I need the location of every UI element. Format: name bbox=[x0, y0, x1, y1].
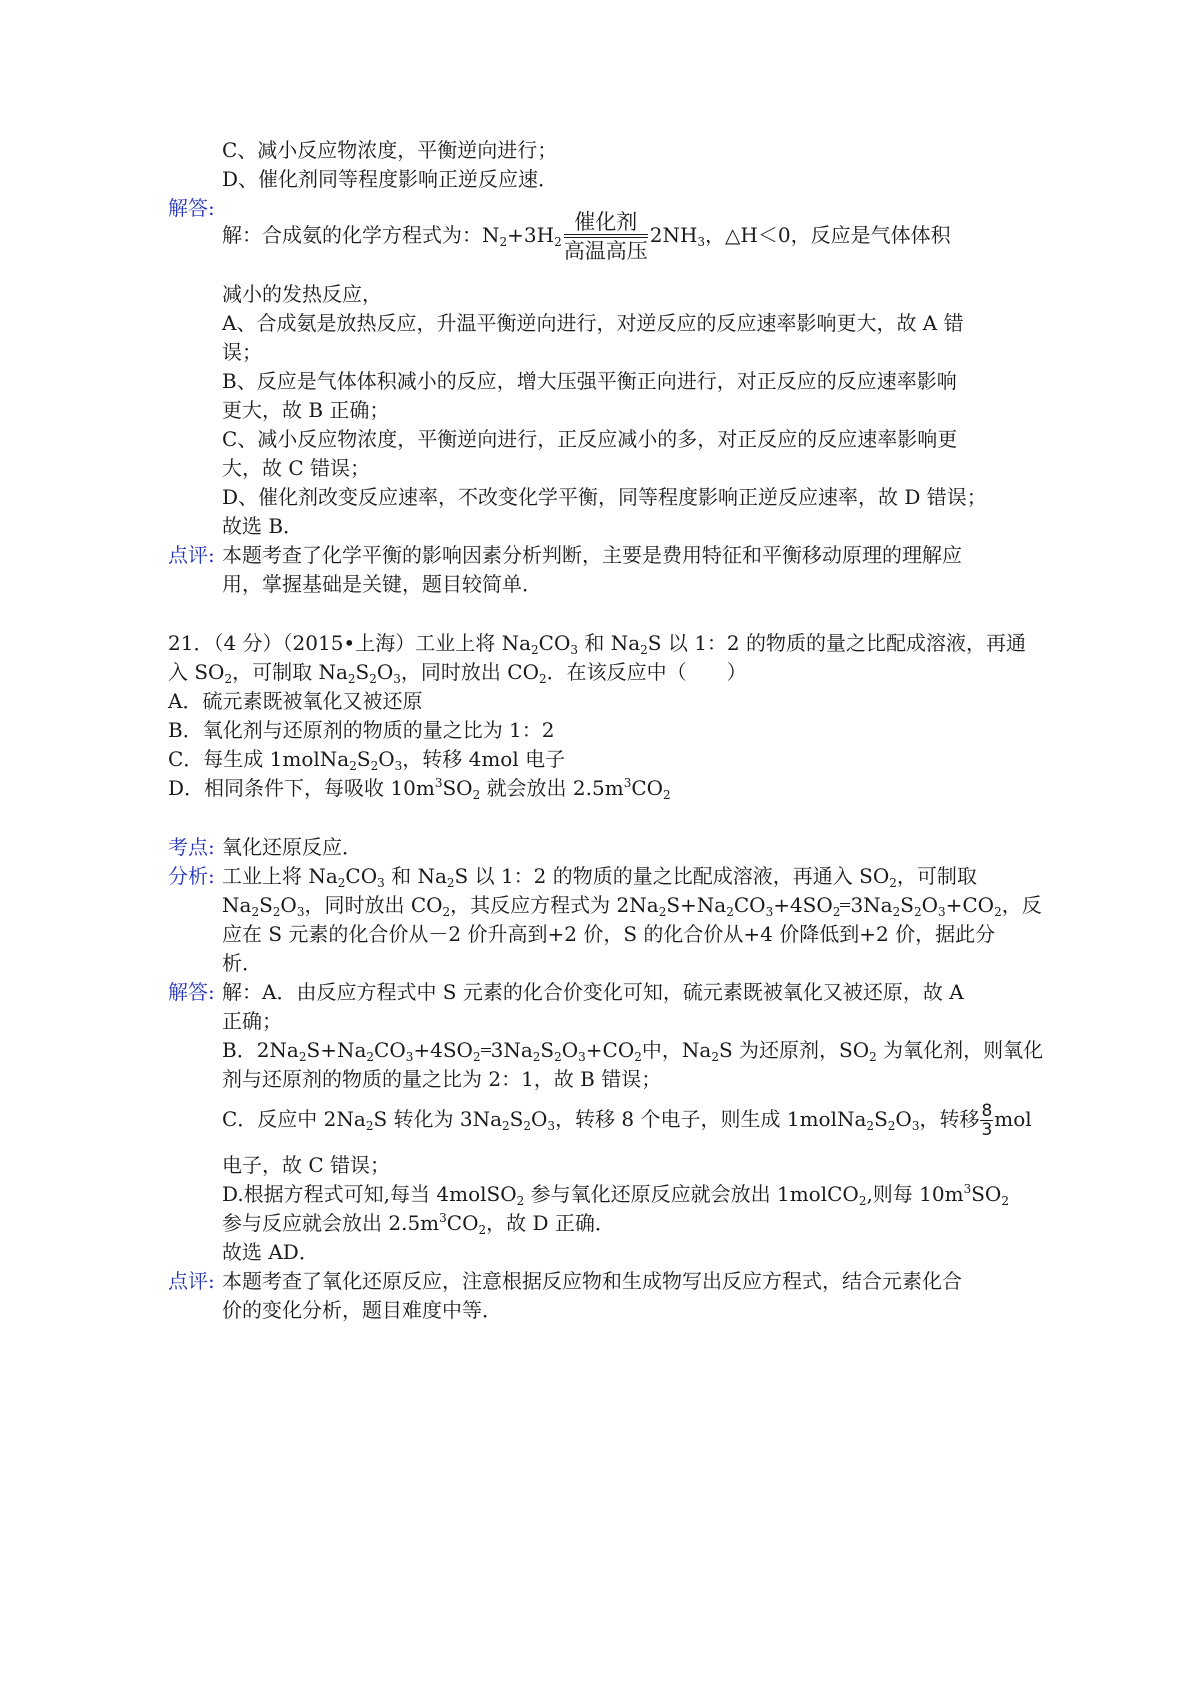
q21-answer-b1: B．$2Na_2S+Na_2CO_3+4SO_2$ $3Na_2S_2O_3+CO_2$中，$Na_2S$ 为还原剂，$SO_2$ 为氧化剂，则氧化 bbox=[222, 1038, 1044, 1064]
q20-comment-line2: 用，掌握基础是关键，题目较简单． bbox=[222, 572, 542, 596]
q20-choice: 故选 B． bbox=[222, 514, 304, 538]
q20-analysis-b2: 更大，故 B 正确； bbox=[222, 398, 390, 422]
q21-option-b: B．氧化剂与还原剂的物质的量之比为 1：2 bbox=[168, 718, 555, 742]
q20-analysis-a1: A、合成氨是放热反应，升温平衡逆向进行，对逆反应的反应速率影响更大，故 A 错 bbox=[222, 311, 964, 335]
q21-answer-b2: 剂与还原剂的物质的量之比为 2：1，故 B 错误； bbox=[222, 1067, 662, 1091]
q21-option-d: D．相同条件下，每吸收 $10m^3SO_2$ 就会放出 $2.5m^3CO_2$ bbox=[168, 776, 671, 802]
q21-comment-line1: 本题考查了氧化还原反应，注意根据反应物和生成物写出反应方程式，结合元素化合 bbox=[222, 1269, 962, 1293]
comment-label: 点评: bbox=[168, 543, 215, 567]
q21-option-c: C．每生成 $1molNa_2S_2O_3$，转移 4mol 电子 bbox=[168, 747, 566, 773]
q20-solution-equation-line: 解：合成氨的化学方程式为：$N_2+3H_2$ 催化剂 高温高压 $2NH_3$，△H＜0，反应是气体体积 bbox=[222, 209, 951, 263]
reaction-condition: 催化剂 高温高压 bbox=[563, 209, 648, 263]
q21-analysis-line4: 析． bbox=[222, 951, 262, 975]
answer-label-2: 解答: bbox=[168, 980, 215, 1004]
fraction-8-3: $\frac{8}{3}$ bbox=[981, 1101, 993, 1140]
q20-analysis-a2: 误； bbox=[222, 340, 262, 364]
q21-comment-line2: 价的变化分析，题目难度中等． bbox=[222, 1298, 502, 1322]
q20-solution-line2: 减小的发热反应， bbox=[222, 282, 382, 306]
q21-analysis-line3: 应在 S 元素的化合价从－2 价升高到+2 价，S 的化合价从+4 价降低到+2 价，据此分 bbox=[222, 922, 996, 946]
q21-choice: 故选 AD． bbox=[222, 1240, 319, 1264]
comment-label-2: 点评: bbox=[168, 1269, 215, 1293]
q21-answer-a2: 正确； bbox=[222, 1009, 282, 1033]
q21-analysis-line1: 工业上将 $Na_2CO_3$ 和 $Na_2S$ 以 1：2 的物质的量之比配成溶液，再通入 $SO_2$，可制取 bbox=[222, 864, 977, 890]
q21-kaodian: 氧化还原反应． bbox=[222, 835, 362, 859]
analysis-label: 分析: bbox=[168, 864, 215, 888]
q21-answer-d2: 参与反应就会放出 $2.5m^3CO_2$，故 D 正确． bbox=[222, 1211, 615, 1237]
q21-answer-d1: D.根据方程式可知,每当 4molSO$_2$ 参与氧化还原反应就会放出 1molCO$_2$,则每 $10m^3SO_2$ bbox=[222, 1182, 1009, 1208]
q21-analysis-line2: $Na_2S_2O_3$，同时放出 $CO_2$，其反应方程式为 $2Na_2S+Na_2CO_3+4SO_2$ $3Na_2S_2O_3+CO_2$，反 bbox=[222, 893, 1042, 919]
q20-comment-line1: 本题考查了化学平衡的影响因素分析判断，主要是费用特征和平衡移动原理的理解应 bbox=[222, 543, 962, 567]
q20-analysis-b1: B、反应是气体体积减小的反应，增大压强平衡正向进行，对正反应的反应速率影响 bbox=[222, 369, 957, 393]
q21-stem-line2: 入 $SO_2$，可制取 $Na_2S_2O_3$，同时放出 $CO_2$．在该反应中（ ） bbox=[168, 660, 747, 686]
q21-stem-line1: 21．（4 分）（2015•上海）工业上将 $Na_2CO_3$ 和 $Na_2S$ 以 1：2 的物质的量之比配成溶液，再通 bbox=[168, 631, 1027, 657]
q20-analysis-c1: C、减小反应物浓度，平衡逆向进行，正反应减小的多，对正反应的反应速率影响更 bbox=[222, 427, 958, 451]
q21-answer-c2: 电子，故 C 错误； bbox=[222, 1153, 391, 1177]
answer-label: 解答: bbox=[168, 196, 215, 220]
q20-analysis-c2: 大，故 C 错误； bbox=[222, 456, 371, 480]
q20-option-c: C、减小反应物浓度，平衡逆向进行； bbox=[222, 138, 558, 162]
q20-analysis-d1: D、催化剂改变反应速率，不改变化学平衡，同等程度影响正逆反应速率，故 D 错误； bbox=[222, 485, 987, 509]
q21-answer-c1: C．反应中 $2Na_2S$ 转化为 $3Na_2S_2O_3$，转移 8 个电子，则生成 $1molNa_2S_2O_3$，转移 $\frac{8}{3}$ mol bbox=[222, 1101, 1032, 1140]
q21-answer-a1: 解：A．由反应方程式中 S 元素的化合价变化可知，硫元素既被氧化又被还原，故 A bbox=[222, 980, 964, 1004]
kaodian-label: 考点: bbox=[168, 835, 215, 859]
q21-option-a: A．硫元素既被氧化又被还原 bbox=[168, 689, 423, 713]
q20-option-d: D、催化剂同等程度影响正逆反应速． bbox=[222, 167, 559, 191]
